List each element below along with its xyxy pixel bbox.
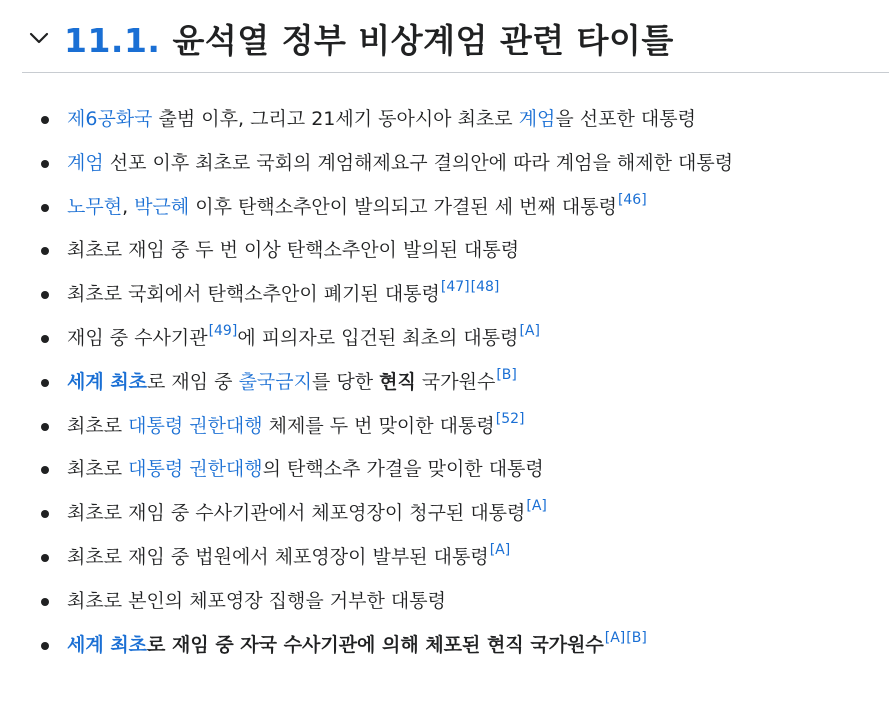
list-item-text: 출범 이후, 그리고 21세기 동아시아 최초로	[152, 108, 519, 130]
footnote-ref	[618, 192, 647, 208]
list-item-text: 최초로 국회에서 탄핵소추안이 폐기된 대통령	[67, 283, 440, 306]
footnote-ref	[490, 542, 511, 558]
section-number[interactable]: 11.1.	[64, 20, 161, 60]
list-item-text: 에 피의자로 입건된 최초의 대통령	[237, 326, 519, 349]
footnote-ref	[526, 498, 547, 514]
list-item-text: 를 당한	[312, 370, 380, 393]
footnote-link[interactable]: [A]	[526, 498, 547, 515]
bullet-dot-icon	[41, 379, 49, 387]
list-item	[40, 273, 885, 317]
footnote-link[interactable]: [49]	[208, 322, 238, 339]
list-item-text: 로 재임 중 자국 수사기관에 의해 체포된 현직 국가원수	[147, 633, 604, 656]
footnote-ref	[471, 279, 500, 295]
footnote-ref	[496, 367, 517, 383]
wiki-link[interactable]: 출국금지	[238, 370, 312, 393]
list-item	[40, 580, 885, 624]
wiki-link[interactable]: 대통령 권한대행	[128, 414, 263, 437]
collapse-toggle[interactable]	[22, 21, 56, 55]
bullet-dot-icon	[41, 291, 49, 299]
list-item	[40, 317, 885, 361]
list-item-text: 국가원수	[415, 370, 496, 393]
list-item-text: 최초로 재임 중 수사기관에서 체포영장이 청구된 대통령	[67, 502, 526, 525]
chevron-down-icon	[29, 32, 49, 44]
bullet-dot-icon	[41, 247, 49, 255]
list-item-text: 최초로 재임 중 두 번 이상 탄핵소추안이 발의된 대통령	[67, 239, 520, 262]
footnote-ref	[605, 630, 626, 646]
list-item-text: ,	[122, 195, 135, 218]
list-item	[40, 448, 885, 492]
wiki-link[interactable]: 제6공화국	[67, 108, 153, 130]
footnote-link[interactable]: [47]	[440, 279, 470, 296]
bullet-dot-icon	[41, 642, 49, 650]
footnote-link[interactable]: [46]	[617, 191, 647, 208]
bullet-dot-icon	[41, 335, 49, 343]
list-item-text: 재임 중 수사기관	[67, 326, 208, 349]
list-item-text: 의 탄핵소추 가결을 맞이한 대통령	[262, 458, 544, 481]
list-item-text: 선포 이후 최초로 국회의 계엄해제요구 결의안에 따라 계엄을 해제한 대통령	[103, 151, 734, 174]
wiki-link[interactable]: 대통령 권한대행	[128, 458, 263, 481]
bullet-dot-icon	[41, 466, 49, 474]
title-list	[40, 98, 885, 667]
footnote-ref	[626, 630, 647, 646]
list-item-text: 최초로	[67, 458, 129, 481]
wiki-link[interactable]: 세계 최초	[67, 633, 148, 656]
list-item	[40, 536, 885, 580]
bullet-dot-icon	[41, 423, 49, 431]
wiki-link[interactable]: 세계 최초	[67, 370, 148, 393]
wiki-link[interactable]: 노무현	[67, 195, 123, 218]
footnote-link[interactable]: [52]	[495, 410, 525, 427]
footnote-ref	[209, 323, 238, 339]
footnote-ref	[441, 279, 470, 295]
bullet-dot-icon	[41, 116, 49, 124]
bullet-dot-icon	[41, 554, 49, 562]
section-title-wrap	[64, 15, 674, 62]
list-item-text: 로 재임 중	[147, 370, 239, 393]
list-item	[40, 624, 885, 668]
list-item	[40, 229, 885, 273]
list-item	[40, 492, 885, 536]
list-item-text: 최초로	[67, 414, 129, 437]
footnote-link[interactable]: [48]	[470, 279, 500, 296]
footnote-link[interactable]: [A]	[489, 541, 511, 558]
section-title: 윤석열 정부 비상계엄 관련 타이틀	[172, 20, 674, 60]
footnote-link[interactable]: [A]	[604, 629, 626, 646]
list-item-text: 최초로 재임 중 법원에서 체포영장이 발부된 대통령	[67, 545, 489, 568]
list-item	[40, 405, 885, 449]
footnote-ref	[496, 411, 525, 427]
bullet-dot-icon	[41, 598, 49, 606]
list-item	[40, 142, 885, 186]
section-heading	[22, 10, 889, 73]
list-item-text: 을 선포한 대통령	[555, 108, 696, 130]
list-item-text: 체제를 두 번 맞이한 대통령	[262, 414, 495, 437]
list-item-text: 이후 탄핵소추안이 발의되고 가결된 세 번째 대통령	[189, 195, 617, 218]
list-item	[40, 98, 885, 142]
bullet-dot-icon	[41, 160, 49, 168]
bullet-dot-icon	[41, 510, 49, 518]
footnote-ref	[519, 323, 540, 339]
footnote-link[interactable]: [A]	[519, 322, 540, 339]
list-item-text: 현직	[379, 370, 416, 393]
bullet-dot-icon	[41, 204, 49, 212]
list-item	[40, 186, 885, 230]
wiki-link[interactable]: 계엄	[67, 151, 104, 174]
wiki-link[interactable]: 계엄	[518, 108, 556, 130]
footnote-link[interactable]: [B]	[626, 629, 647, 646]
list-item	[40, 361, 885, 405]
footnote-link[interactable]: [B]	[496, 366, 517, 383]
wiki-link[interactable]: 박근혜	[134, 195, 190, 218]
list-item-text: 최초로 본인의 체포영장 집행을 거부한 대통령	[67, 589, 446, 612]
